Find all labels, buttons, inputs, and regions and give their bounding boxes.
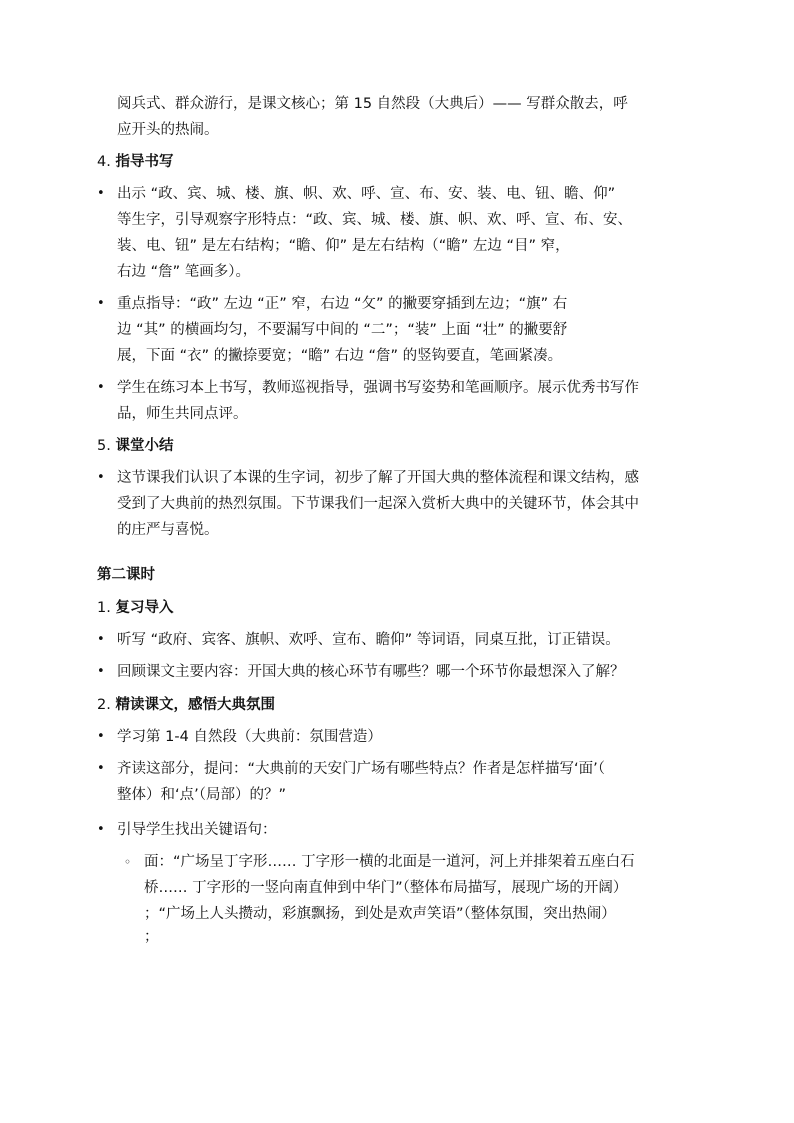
section-heading	[97, 597, 173, 619]
lesson-title: 第二课时	[97, 567, 155, 583]
section-heading	[97, 151, 173, 173]
paragraph-line: 应开头的热闹。	[117, 122, 219, 138]
paragraph-line: 阅兵式、群众游行，是课文核心；第 15 自然段（大典后）—— 写群众散去，呼	[117, 96, 628, 112]
bullet-line: 学习第 1-4 自然段（大典前：氛围营造）	[117, 729, 382, 745]
bullet-line: 装、电、钮” 是左右结构；“瞻、仰” 是左右结构（“瞻” 左边 “目” 窄，	[117, 238, 570, 254]
bullet-icon: •	[97, 186, 105, 201]
section-title: 精读课文，感悟大典氛围	[115, 697, 275, 713]
bullet-line: 回顾课文主要内容：开国大典的核心环节有哪些？哪一个环节你最想深入了解？	[117, 664, 625, 680]
section-heading	[97, 435, 173, 457]
bullet-line: 齐读这部分，提问：“大典前的天安门广场有哪些特点？作者是怎样描写‘面’（	[117, 761, 605, 777]
bullet-line: 的庄严与喜悦。	[117, 522, 219, 538]
bullet-line: 品，师生共同点评。	[117, 406, 248, 422]
sub-bullet-icon: ◦	[124, 855, 132, 869]
bullet-line: 受到了大典前的热烈氛围。下节课我们一起深入赏析大典中的关键环节，体会其中	[117, 496, 639, 512]
bullet-icon: •	[97, 470, 105, 485]
section-number: 5.	[97, 438, 111, 454]
bullet-icon: •	[97, 664, 105, 679]
section-heading	[97, 694, 275, 716]
section-number: 4.	[97, 154, 111, 170]
sub-bullet-line: ；	[144, 929, 159, 945]
bullet-line: 这节课我们认识了本课的生字词，初步了解了开国大典的整体流程和课文结构，感	[117, 470, 639, 486]
bullet-icon: •	[97, 380, 105, 395]
section-number: 1.	[97, 600, 111, 616]
bullet-line: 等生字，引导观察字形特点：“政、宾、城、楼、旗、帜、欢、呼、宣、布、安、	[117, 212, 633, 228]
bullet-line: 右边 “詹” 笔画多）。	[117, 264, 250, 280]
bullet-line: 出示 “政、宾、城、楼、旗、帜、欢、呼、宣、布、安、装、电、钮、瞻、仰”	[117, 186, 616, 202]
bullet-line: 整体）和‘点’（局部）的？”	[117, 787, 286, 803]
bullet-icon: •	[97, 632, 105, 647]
section-title: 复习导入	[115, 600, 174, 616]
bullet-icon: •	[97, 761, 105, 776]
section-title: 课堂小结	[115, 438, 174, 454]
bullet-line: 引导学生找出关键语句：	[117, 822, 277, 838]
sub-bullet-line: ；“广场上人头攒动，彩旗飘扬，到处是欢声笑语”（整体氛围，突出热闹）	[144, 906, 616, 922]
bullet-icon: •	[97, 296, 105, 311]
sub-bullet-line: 桥…… 丁字形的一竖向南直伸到中华门”（整体布局描写，展现广场的开阔）	[144, 880, 628, 896]
section-title: 指导书写	[115, 154, 174, 170]
sub-bullet-line: 面：“广场呈丁字形…… 丁字形一横的北面是一道河，河上并排架着五座白石	[144, 854, 635, 870]
bullet-line: 听写 “政府、宾客、旗帜、欢呼、宣布、瞻仰” 等词语，同桌互批，订正错误。	[117, 632, 620, 648]
bullet-icon: •	[97, 729, 105, 744]
bullet-line: 边 “其” 的横画均匀，不要漏写中间的 “二”；“装” 上面 “壮” 的撇要舒	[117, 322, 568, 338]
bullet-line: 学生在练习本上书写，教师巡视指导，强调书写姿势和笔画顺序。展示优秀书写作	[117, 380, 639, 396]
bullet-line: 展，下面 “衣” 的撇捺要宽；“瞻” 右边 “詹” 的竖钩要直，笔画紧凑。	[117, 348, 563, 364]
bullet-icon: •	[97, 822, 105, 837]
section-number: 2.	[97, 697, 111, 713]
bullet-line: 重点指导：“政” 左边 “正” 窄，右边 “攵” 的撇要穿插到左边；“旗” 右	[117, 296, 568, 312]
